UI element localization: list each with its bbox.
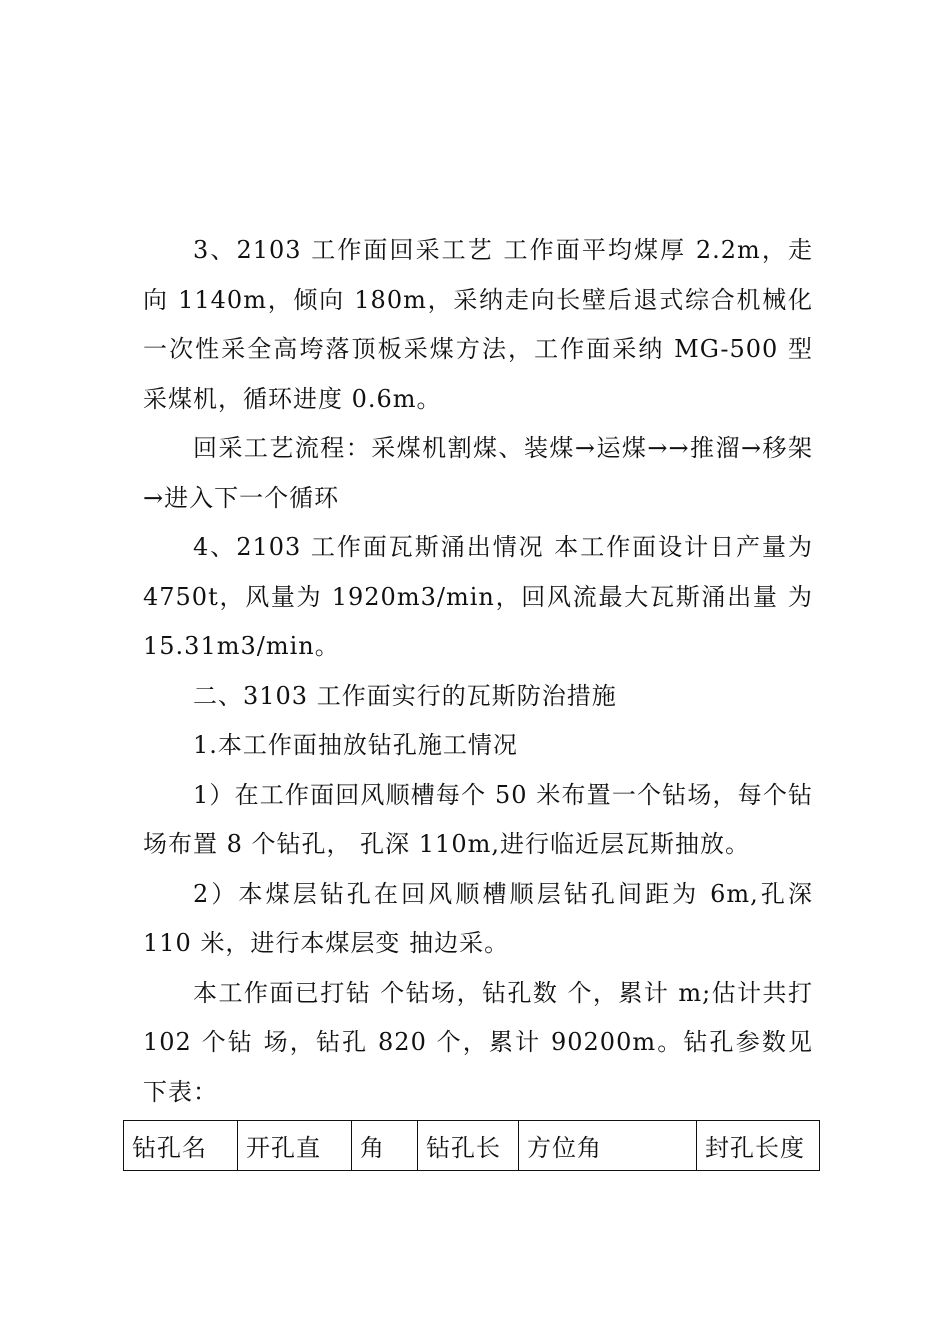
table-header-cell: 方位角	[519, 1121, 697, 1171]
paragraph-gas-emission: 4、2103 工作面瓦斯涌出情况 本工作面设计日产量为 4750t，风量为 1920m3/min，回风流最大瓦斯涌出量 为 15.31m3/min。	[143, 533, 813, 660]
paragraph-seam-drilling: 2）本煤层钻孔在回风顺槽顺层钻孔间距为 6m,孔深 110 米，进行本煤层变 抽边采。	[143, 879, 813, 957]
subsection-heading-drilling: 1.本工作面抽放钻孔施工情况	[193, 731, 518, 759]
table-header-cell: 钻孔名	[124, 1121, 238, 1171]
table-header-cell: 封孔长度	[697, 1121, 820, 1171]
document-body	[143, 226, 813, 1117]
paragraph-drill-field-layout: 1）在工作面回风顺槽每个 50 米布置一个钻场，每个钻场布置 8 个钻孔， 孔深 110m,进行临近层瓦斯抽放。	[143, 780, 813, 858]
table-header-row	[124, 1121, 820, 1171]
section-heading-gas-prevention: 二、3103 工作面实行的瓦斯防治措施	[193, 681, 617, 710]
paragraph-process-flow: 回采工艺流程：采煤机割煤、装煤→运煤→→推溜→移架→进入下一个循环	[143, 434, 813, 512]
drill-parameters-table	[123, 1120, 820, 1171]
paragraph-mining-process: 3、2103 工作面回采工艺 工作面平均煤厚 2.2m，走向 1140m，倾向 180m，采纳走向长壁后退式综合机械化一次性采全高垮落顶板采煤方法，工作面采纳 MG-500 型采煤机，循环进度 0.6m。	[143, 236, 813, 413]
table-header-cell: 开孔直	[238, 1121, 352, 1171]
paragraph-drilling-summary: 本工作面已打钻 个钻场，钻孔数 个，累计 m;估计共打 102 个钻 场，钻孔 820 个，累计 90200m。钻孔参数见下表：	[143, 978, 813, 1106]
table-header-cell: 角	[352, 1121, 418, 1171]
table-header-cell: 钻孔长	[418, 1121, 519, 1171]
